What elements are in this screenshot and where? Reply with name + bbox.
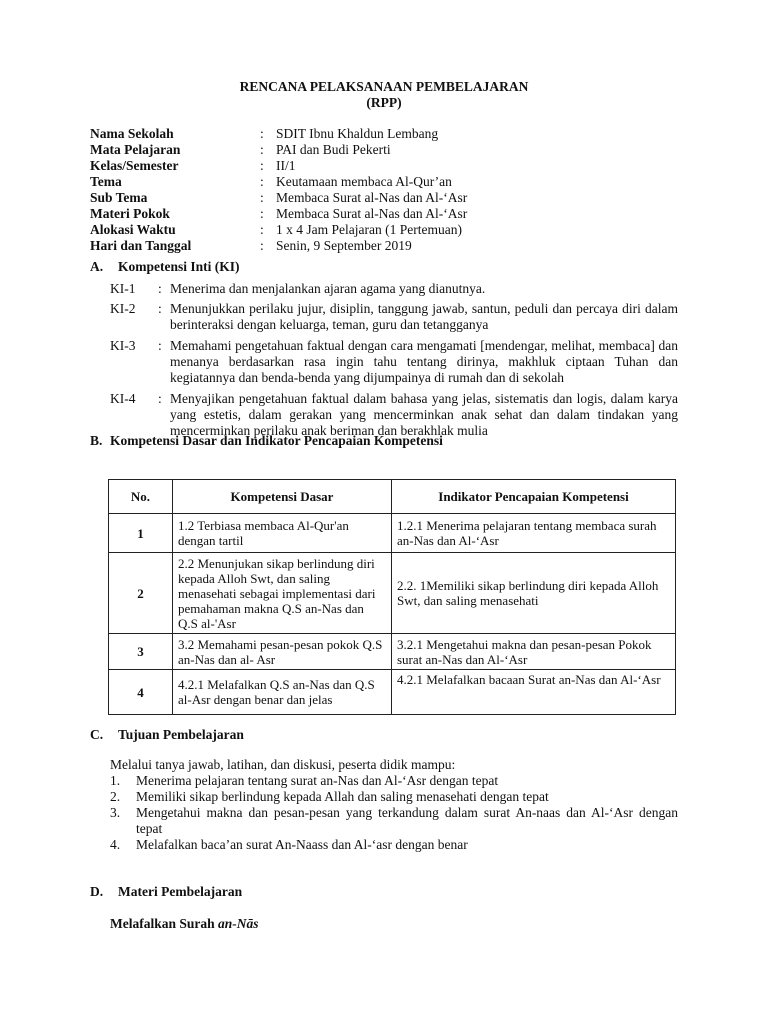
document-page: RENCANA PELAKSANAAN PEMBELAJARAN (RPP) Nama Sekolah : SDIT Ibnu Khaldun Lembang Mata Pelajaran : PAI dan Budi Pekerti Kelas/Semester : II/1 Tema : Keutamaan membaca Al-Qur’an Sub Tema : Membaca Surat al-Nas dan Al-‘Asr Materi Pokok : Membaca Surat al-Nas dan Al-‘Asr Alokasi Waktu : 1 x 4 Jam Pelajaran (1 Pertemuan) Hari dan Tanggal : Senin, 9 September 2019 A. Kompetensi Inti (KI) KI-1 : Menerima dan menjalankan ajaran agama yang dianutnya. KI-2 : Menunjukkan perilaku jujur, disiplin, tanggung jawab, santun, peduli dan percaya diri dalam berinteraksi dengan keluarga, teman, guru dan tetangganya KI-3 : Memahami pengetahuan faktual dengan cara mengamati [mendengar, melihat, membaca] dan menanya berdasarkan rasa ingin tahu tentang dirinya, makhluk ciptaan Tuhan dan kegiatannya dan benda-benda yang dijumpainya di rumah dan di sekolah KI-4 : Menyajikan pengetahuan faktual dalam bahasa yang jelas, sistematis dan logis, dalam karya yang estetis, dalam gerakan yang mencerminkan anak sehat dan dalam tindakan yang mencerminkan perilaku anak beriman dan berakhlak mulia B. Kompetensi Dasar dan Indikator Pencapaian Kompetensi No. Kompetensi Dasar Indikator Pencapaian Kompetensi 1 1.2 Terbiasa membaca Al-Qur'an dengan tartil 1.2.1 Menerima pelajaran tentang membaca surah an-Nas dan Al-‘Asr 2 2.2 Menunjukan sikap berlindung diri kepada Alloh Swt, dan saling menasehati sebagai implementasi dari pemahaman makna Q.S an-Nas dan Q.S al-'Asr 2.2. 1Memiliki sikap berlindung diri kepada Alloh Swt, dan saling menasehati 3 3.2 Memahami pesan-pesan pokok Q.S an-Nas dan al- Asr 3.2.1 Mengetahui makna dan pesan-pesan Pokok surat an-Nas dan Al-‘Asr 4 4.2.1 Melafalkan Q.S an-Nas dan Q.S al-Asr dengan benar dan jelas 4.2.1 Melafalkan bacaan Surat an-Nas dan Al-‘Asr C. Tujuan Pembelajaran Melalui tanya jawab, latihan, dan diskusi, peserta didik mampu: 1. Menerima pelajaran tentang surat an-Nas dan Al-‘Asr dengan tepat 2. Memiliki sikap berlindung kepada Allah dan saling menasehati dengan tepat 3. Mengetahui makna dan pesan-pesan yang terkandung dalam surat An-naas dan Al-‘Asr dengan tepat 4. Melafalkan baca’an surat An-Naass dan Al-‘asr dengan benar D. Materi Pembelajaran Melafalkan Surah an-Nās [0,0,768,1024]
list-item: 2. Memiliki sikap berlindung kepada Allah dan saling menasehati dengan tepat [110,789,549,804]
ki-item: KI-3 : Memahami pengetahuan faktual dengan cara mengamati [mendengar, melihat, membaca] dan menanya berdasarkan rasa ingin tahu tentang dirinya, makhluk ciptaan Tuhan dan kegiatannya dan benda-benda yang dijumpainya di rumah dan di sekolah [110,338,678,385]
column-header-no: No. [109,480,173,514]
list-item: 4. Melafalkan baca’an surat An-Naass dan Al-‘asr dengan benar [110,837,468,852]
column-header-indicator: Indikator Pencapaian Kompetensi [392,480,676,514]
ki-item: KI-1 : Menerima dan menjalankan ajaran agama yang dianutnya. [110,281,486,296]
doc-subtitle: (RPP) [366,95,402,110]
doc-title: RENCANA PELAKSANAAN PEMBELAJARAN [239,79,529,94]
objectives-intro: Melalui tanya jawab, latihan, dan diskusi, peserta didik mampu: [110,757,456,772]
column-header-kd: Kompetensi Dasar [173,480,392,514]
table-row: 2 2.2 Menunjukan sikap berlindung diri kepada Alloh Swt, dan saling menasehati sebagai implementasi dari pemahaman makna Q.S an-Nas dan Q.S al-'Asr 2.2. 1Memiliki sikap berlindung diri kepada Alloh Swt, dan saling menasehati [109,553,676,634]
objectives-list [110,773,678,853]
list-item: 3. Mengetahui makna dan pesan-pesan yang terkandung dalam surat An-naas dan Al-‘Asr dengan tepat [110,805,678,836]
section-b-heading: B. Kompetensi Dasar dan Indikator Pencapaian Kompetensi [90,433,443,448]
section-a-heading: A. Kompetensi Inti (KI) [90,259,240,274]
table-row: 3 3.2 Memahami pesan-pesan pokok Q.S an-Nas dan al- Asr 3.2.1 Mengetahui makna dan pesan-pesan Pokok surat an-Nas dan Al-‘Asr [109,634,676,670]
section-d-heading: D. Materi Pembelajaran [90,884,243,899]
section-c-heading: C. Tujuan Pembelajaran [90,727,244,742]
list-item: 1. Menerima pelajaran tentang surat an-Nas dan Al-‘Asr dengan tepat [110,773,499,788]
ki-item: KI-4 : Menyajikan pengetahuan faktual dalam bahasa yang jelas, sistematis dan logis, dalam karya yang estetis, dalam gerakan yang mencerminkan anak sehat dan dalam tindakan yang mencerminkan perilaku anak beriman dan berakhlak mulia [110,391,678,438]
ki-item: KI-2 : Menunjukkan perilaku jujur, disiplin, tanggung jawab, santun, peduli dan percaya diri dalam berinteraksi dengan keluarga, teman, guru dan tetangganya [110,301,678,332]
surah-subheading: Melafalkan Surah an-Nās [110,916,259,931]
table-header-row [109,480,676,514]
table-row: 4 4.2.1 Melafalkan Q.S an-Nas dan Q.S al-Asr dengan benar dan jelas 4.2.1 Melafalkan bacaan Surat an-Nas dan Al-‘Asr [109,670,676,715]
table-row: 1 1.2 Terbiasa membaca Al-Qur'an dengan tartil 1.2.1 Menerima pelajaran tentang membaca surah an-Nas dan Al-‘Asr [109,514,676,553]
competency-table [108,479,676,715]
